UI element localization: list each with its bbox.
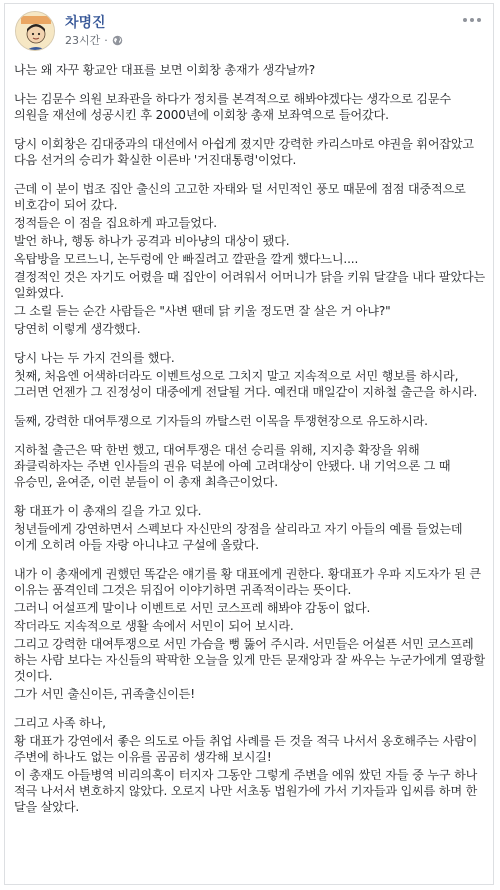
avatar-illustration-icon bbox=[16, 12, 55, 51]
post-text-line: 그리고 강력한 대여투쟁으로 서민 가슴을 뻥 뚫어 주시라. 서민들은 어설픈 서민 코스프레 하는 사람 보다는 자신들의 팍팍한 오늘을 있게 만든 문재앙과 잘 싸우는 누군가에게 열광할 것이다. bbox=[14, 637, 486, 683]
post-text-line: 내가 이 총재에게 권했던 똑같은 얘기를 황 대표에게 권한다. 황대표가 우파 지도자가 된 큰 이유는 품격인데 그것은 뒤집어 이야기하면 귀족적이라는 뜻이다. bbox=[14, 567, 481, 597]
post-meta bbox=[65, 32, 123, 48]
more-dot bbox=[470, 18, 474, 22]
post-text-line: 당시 나는 두 가지 건의를 했다. bbox=[14, 351, 175, 365]
author-avatar[interactable] bbox=[15, 11, 55, 51]
post-text-line: 그가 서민 출신이든, 귀족출신이든! bbox=[14, 687, 195, 701]
post-text-line: 그리고 사족 하나, bbox=[14, 716, 106, 730]
post-header bbox=[5, 4, 493, 56]
post-text-line: 옥탑방을 모르느니, 논두렁에 안 빠질려고 깔판을 깔게 했다느니.... bbox=[14, 252, 359, 266]
post-body bbox=[14, 62, 488, 828]
post-text-line: 당시 이회창은 김대중과의 대선에서 아쉽게 졌지만 강력한 카리스마로 야권을 휘어잡았고 다음 선거의 승리가 확실한 이른바 '거진대통령'이었다. bbox=[14, 137, 474, 167]
facebook-post-card bbox=[4, 3, 494, 885]
post-text-line: 당연히 이렇게 생각했다. bbox=[14, 322, 141, 336]
post-text-line: 나는 왜 자꾸 황교안 대표를 보면 이회창 총재가 생각날까? bbox=[14, 63, 316, 77]
more-options-button[interactable] bbox=[463, 14, 481, 26]
post-text-line: 그 소릴 듣는 순간 사람들은 "사변 땐데 닭 키울 정도면 잘 살은 거 아냐?" bbox=[14, 304, 391, 318]
post-text-line: 나는 김문수 의원 보좌관을 하다가 정치를 본격적으로 해봐야겠다는 생각으로 김문수 의원을 재선에 성공시킨 후 2000년에 이회창 총재 보좌역으로 들어갔다. bbox=[14, 92, 451, 122]
post-text-line: 첫째, 처음엔 어색하더라도 이벤트성으로 그치지 말고 지속적으로 서민 행보를 하시라, 그러면 언젠가 그 진정성이 대중에게 전달될 거다. 예컨대 매일같이 지하철 출근을 하시라. bbox=[14, 369, 478, 399]
meta-separator: · bbox=[104, 33, 108, 47]
post-text-line: 정적들은 이 점을 집요하게 파고들었다. bbox=[14, 216, 217, 230]
author-name[interactable]: 차명진 bbox=[65, 15, 106, 31]
post-text-line: 작더라도 지속적으로 생활 속에서 서민이 되어 보시라. bbox=[14, 619, 294, 633]
post-text-line: 황 대표가 이 총재의 길을 가고 있다. bbox=[14, 504, 202, 518]
post-text-line: 이 총재도 아들병역 비리의혹이 터지자 그동안 그렇게 주변을 에워 쌌던 자들 중 누구 하나 적극 나서서 변호하지 않았다. 오로지 나만 서초동 법원가에 가서 기자들과 입씨름 하며 한 달을 살았다. bbox=[14, 768, 478, 814]
post-text-line: 지하철 출근은 딱 한번 했고, 대여투쟁은 대선 승리를 위해, 지지층 확장을 위해 좌클릭하자는 주변 인사들의 권유 덕분에 아예 고려대상이 안됐다. 내 기억으론 그 때 유승민, 윤여준, 이런 분들이 이 총재 최측근이었다. bbox=[14, 443, 451, 489]
more-dot bbox=[477, 18, 481, 22]
post-text-line: 결정적인 것은 자기도 어렸을 때 집안이 어려워서 어머니가 닭을 키워 달걀을 내다 팔았다는 일화였다. bbox=[14, 270, 486, 300]
post-timestamp[interactable]: 23시간 bbox=[65, 34, 101, 47]
post-text-line: 청년들에게 강연하면서 스펙보다 자신만의 장점을 살리라고 자기 아들의 예를 들었는데 이게 오히려 아들 자랑 아니냐고 구설에 올랐다. bbox=[14, 522, 463, 552]
post-text-line: 발언 하나, 행동 하나가 공격과 비아냥의 대상이 됐다. bbox=[14, 234, 290, 248]
post-text-line: 둘째, 강력한 대여투쟁으로 기자들의 까탈스런 이목을 투쟁현장으로 유도하시라. bbox=[14, 414, 428, 428]
more-dot bbox=[463, 18, 467, 22]
post-text-line: 황 대표가 강연에서 좋은 의도로 아들 취업 사례를 든 것을 적극 나서서 옹호해주는 사람이 주변에 하나도 없는 이유를 곰곰히 생각해 보시길! bbox=[14, 734, 478, 764]
post-text-line: 근데 이 분이 법조 집안 출신의 고고한 자태와 덜 서민적인 풍모 때문에 점점 대중적으로 비호감이 되어 갔다. bbox=[14, 182, 466, 212]
post-text-line: 그러니 어설프게 말이나 이벤트로 서민 코스프레 해봐야 감동이 없다. bbox=[14, 601, 371, 615]
globe-icon[interactable] bbox=[112, 35, 123, 46]
